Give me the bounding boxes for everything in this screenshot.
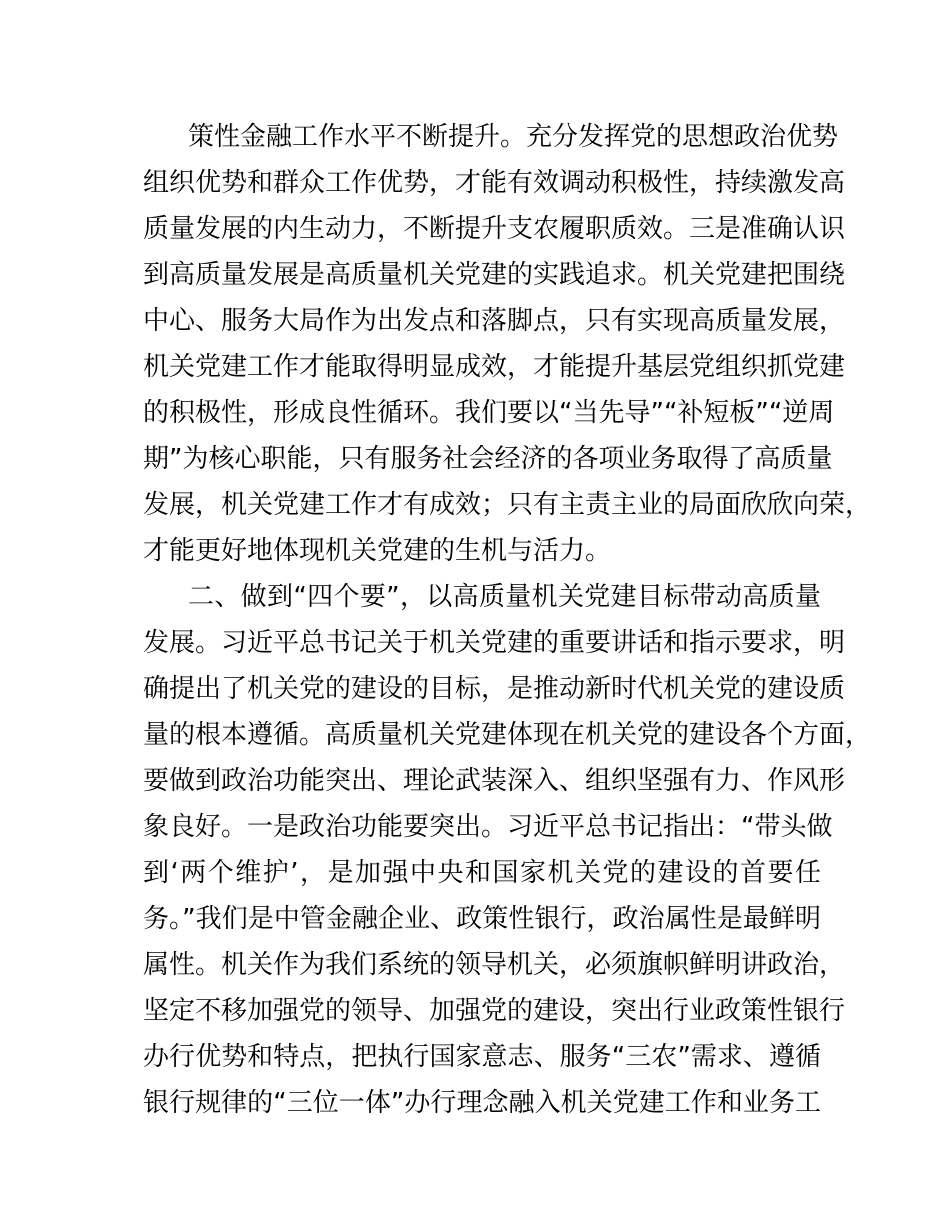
text-line: 期”为核心职能，只有服务社会经济的各项业务取得了高质量 [143,444,833,474]
text-line: 才能更好地体现机关党建的生机与活力。 [143,536,612,566]
text-line: 量的根本遵循。高质量机关党建体现在机关党的建设各个方面， [143,720,872,750]
paragraph [143,574,872,1126]
text-line: 要做到政治功能突出、理论武装深入、组织坚强有力、作风形 [143,766,846,796]
text-line: 到‘两个维护’，是加强中央和国家机关党的建设的首要任 [143,858,821,888]
text-line: 的积极性，形成良性循环。我们要以“当先导”“补短板”“逆周 [143,398,835,428]
text-line: 发展，机关党建工作才有成效；只有主责主业的局面欣欣向荣， [143,490,872,520]
text-line: 属性。机关作为我们系统的领导机关，必须旗帜鲜明讲政治， [143,950,846,980]
text-line: 确提出了机关党的建设的目标，是推动新时代机关党的建设质 [143,674,846,704]
text-line: 坚定不移加强党的领导、加强党的建设，突出行业政策性银行 [143,996,846,1026]
text-line: 二、做到“四个要”，以高质量机关党建目标带动高质量 [188,582,821,612]
text-line: 机关党建工作才能取得明显成效，才能提升基层党组织抓党建 [143,352,846,382]
text-line: 银行规律的“三位一体”办行理念融入机关党建工作和业务工 [143,1088,821,1118]
text-line: 发展。习近平总书记关于机关党建的重要讲话和指示要求，明 [143,628,846,658]
text-line: 策性金融工作水平不断提升。充分发挥党的思想政治优势 [188,122,839,152]
text-line: 质量发展的内生动力，不断提升支农履职质效。三是准确认识 [143,214,846,244]
document-page [143,114,872,1126]
paragraph [143,114,872,574]
text-line: 务。”我们是中管金融企业、政策性银行，政治属性是最鲜明 [143,904,821,934]
text-line: 到高质量发展是高质量机关党建的实践追求。机关党建把围绕 [143,260,846,290]
text-line: 中心、服务大局作为出发点和落脚点，只有实现高质量发展， [143,306,846,336]
text-line: 象良好。一是政治功能要突出。习近平总书记指出：“带头做 [143,812,833,842]
text-line: 办行优势和特点，把执行国家意志、服务“三农”需求、遵循 [143,1042,821,1072]
text-line: 组织优势和群众工作优势，才能有效调动积极性，持续激发高 [143,168,846,198]
